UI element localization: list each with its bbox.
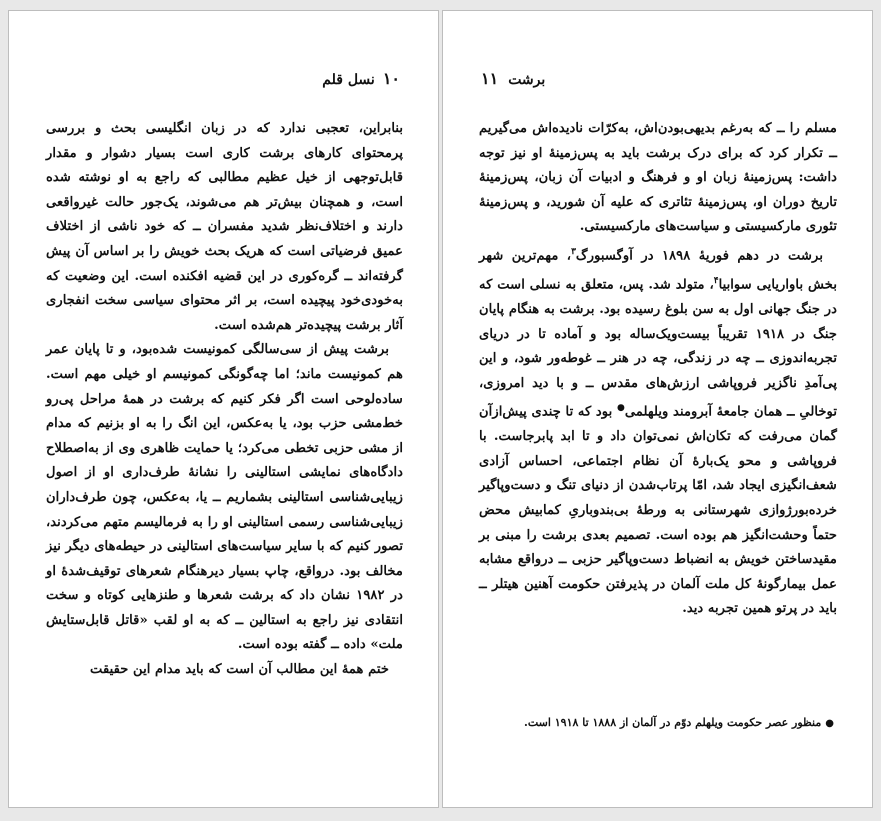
- footnote-text: منظور عصر حکومت ویلهلم دوّم در آلمان از ۱۸۸۸ تا ۱۹۱۸ است.: [524, 716, 822, 729]
- left-paragraph-2: برشت پیش از سی‌سالگی کمونیست شده‌بود، و تا پایان عمر هم کمونیست ماند؛ اما چه‌گونگی کمونیسم او خیلی مهم است. ساده‌لوحی است اگر فکر کنیم که برشت در همهٔ مراحل پی‌رو خط‌مشی حزب بود، یا به‌عکس، این انگ را به او بزنیم که مدام از مشی حزبی تخطی می‌کرد؛ یا حمایت ظاهری وی از به‌اصطلاح دادگاه‌های نمایشی استالینی را نشانهٔ طرف‌داری او از اصول زیبایی‌شناسی استالینی بشماریم ــ یا، به‌عکس، چون طرف‌داران زیبایی‌شناسی رسمی استالینی او را به فرمالیسم متهم می‌کردند، تصور کنیم که با سایر سیاست‌های استالینی در حیطه‌های دیگر نیز مخالف بود. درواقع، چاپ بسیار دیرهنگام شعرهای توقیف‌شدهٔ او در ۱۹۸۲ نشان داد که برشت شعرها و طنزهایی کوتاه و سخت انتقادی نیز راجع به استالین ــ که به او لقب «قاتل قابل‌ستایش ملت» داده ــ گفته بوده است.: [46, 342, 403, 653]
- left-paragraph-1: بنابراین، تعجبی ندارد که در زبان انگلیسی بحث و بررسی پرمحتوای کارهای برشت کاری است بسیار دشوار و مقدار قابل‌توجهی از خیل عظیم مطالبی که راجع به او نوشته شده است، و همچنان بیش‌تر هم می‌شوند، یک‌جور حالت غیرواقعی دارند و اختلاف‌نظر شدید مفسران ــ که خود ناشی از اختلاف عمیق فرضیاتی است که هریک بحث خویش را بر اساس آن پیش گرفته‌اند ــ گره‌کوری در این قضیه افکنده است. این وضعیت که به‌خودی‌خود پیچیده است، بر اثر محتوای سیاسی سخت انفجاری آثار برشت پیچیده‌تر هم‌شده است.: [46, 121, 403, 333]
- left-page-number: ۱۰: [382, 69, 400, 88]
- note-marker-4: ۴: [713, 275, 719, 286]
- right-paragraph-2: [479, 240, 837, 622]
- right-page: [442, 10, 873, 808]
- footnote-marker: ●: [825, 718, 834, 729]
- left-running-head: نسل قلم: [322, 72, 375, 88]
- left-paragraph-3: ختم همهٔ این مطالب آن است که باید مدام این حقیقت: [90, 662, 389, 678]
- note-marker-3: ۳: [571, 246, 576, 257]
- footnote: [482, 715, 834, 732]
- footnote-star-marker: ●: [616, 403, 625, 414]
- right-paragraph-2-part-3: ، متولد شد. پس، متعلق به نسلی است که در جنگ جهانی اول به سن بلوغ رسیده بود. برشت به هنگام پایان جنگ در ۱۹۱۸ تقریباً بیست‌ویک‌ساله بود و آماده تا در دریای تجربه‌اندوزی ــ چه در زندگی، چه در هنر ــ غوطه‌ور شود، و این پی‌آمدِ ناگزیر فروپاشی ارزش‌های مقدس ــ و با دید امروزی، توخالیِ ــ همان جامعهٔ آبرومند ویلهلمی: [479, 277, 837, 420]
- left-body-text: [46, 117, 403, 683]
- right-paragraph-2-part-1: برشت در دهم فوریهٔ ۱۸۹۸ در آوگسبورگ: [575, 248, 824, 264]
- right-paragraph-2-part-4: بود که تا چندی پیش‌از‌آن گمان می‌رفت که تکان‌اش نمی‌توان داد و تا ابد پابرجاست. با فروپاشی و محو یک‌بارهٔ آن نظام اجتماعی، احساس آزادی شعف‌انگیزی ایجاد شد، امّا پرتاب‌شدن از دنیای تنگ و دست‌وپاگیر خرده‌بورژوازی شهرستانی به ورطهٔ بی‌بندوباریِ کمابیش محض حتماً وحشت‌انگیز هم بوده است. تصمیم بعدی برشت را مبنی بر مقیدساختن خویش به انضباط دست‌وپاگیر حزبی ــ درواقع مشابه عمل بیمارگونهٔ کل ملت آلمان در پذیرفتن حکومت آهنین هیتلر ــ باید در پرتو همین تجربه دید.: [479, 404, 837, 617]
- left-page: [8, 10, 439, 808]
- right-running-head: برشت: [508, 72, 546, 88]
- right-page-number: ۱۱: [481, 69, 499, 88]
- right-paragraph-2-part-2: ، مهم‌ترین شهر بخش باواریایی سوابیا: [479, 248, 837, 293]
- right-page-header: [481, 69, 545, 88]
- right-paragraph-1: مسلم را ــ که به‌رغم بدیهی‌بودن‌اش، به‌کرّات نادیده‌اش می‌گیریم ــ تکرار کرد که برای درک برشت باید به پس‌زمینهٔ او نیز توجه داشت: پس‌زمینهٔ زبان او و فرهنگ و ادبیات آن زبان، پس‌زمینهٔ تاریخ دوران او، پس‌زمینهٔ تئاتری که علیه آن شورید، و پس‌زمینهٔ تئوری مارکسیستی و سیاست‌های مارکسیستی.: [479, 121, 837, 235]
- right-body-text: [479, 117, 837, 622]
- left-page-header: [322, 69, 400, 88]
